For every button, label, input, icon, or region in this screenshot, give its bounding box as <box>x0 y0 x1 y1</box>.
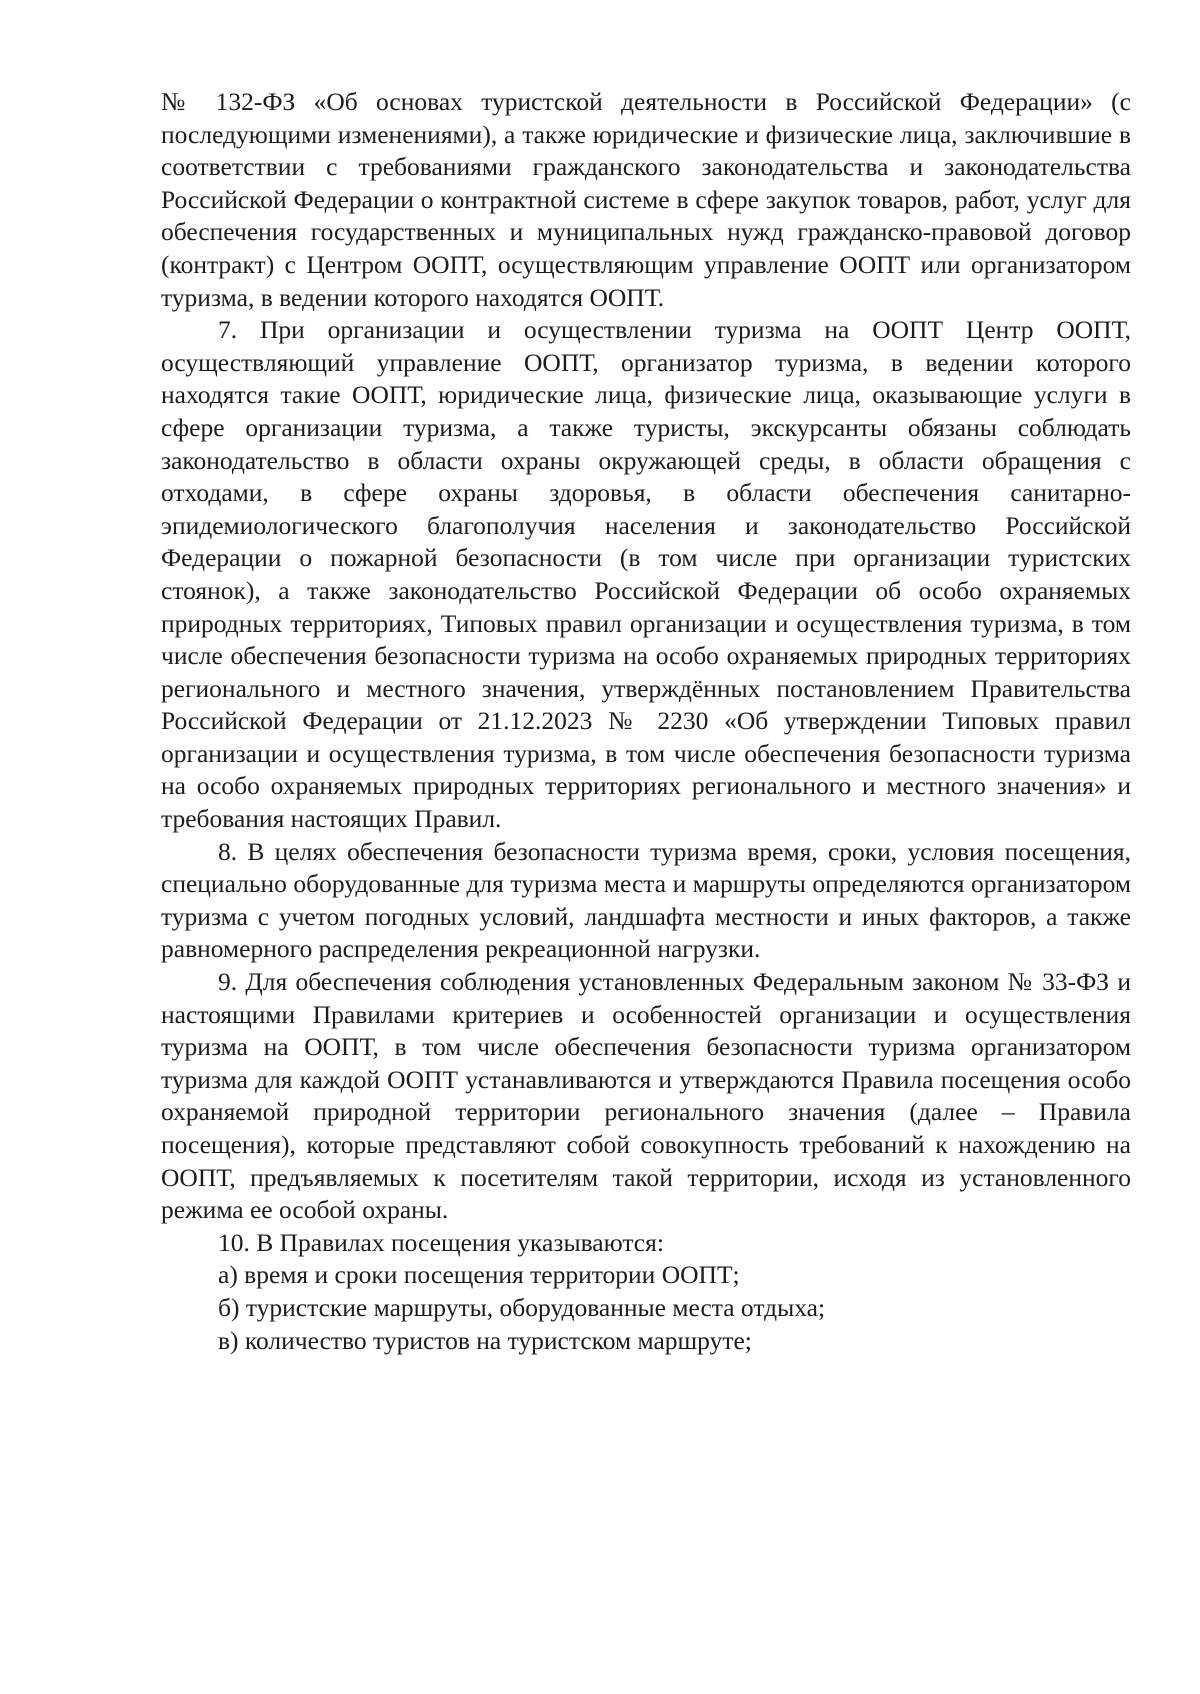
paragraph-continuation: № 132-ФЗ «Об основах туристской деятельности в Российской Федерации» (с последующими изменениями), а также юридические и физические лица, заключившие в соответствии с требованиями гражданского законодательства и законодательства Российской Федерации о контрактной системе в сфере закупок товаров, работ, услуг для обеспечения государственных и муниципальных нужд гражданско-правовой договор (контракт) с Центром ООПТ, осуществляющим управление ООПТ или организатором туризма, в ведении которого находятся ООПТ. <box>161 87 1131 312</box>
list-item-v: в) количество туристов на туристском маршруте; <box>218 1325 752 1355</box>
paragraph-10: 10. В Правилах посещения указываются: <box>218 1227 664 1257</box>
document-body <box>161 86 1131 1357</box>
list-item-b: б) туристские маршруты, оборудованные места отдыха; <box>218 1292 826 1322</box>
paragraph-7: 7. При организации и осуществлении туризма на ООПТ Центр ООПТ, осуществляющий управление ООПТ, организатор туризма, в ведении которого находятся такие ООПТ, юридические лица, физические лица, оказывающие услуги в сфере организации туризма, а также туристы, экскурсанты обязаны соблюдать законодательство в области охраны окружающей среды, в области обращения с отходами, в сфере охраны здоровья, в области обеспечения санитарно-эпидемиологического благополучия населения и законодательство Российской Федерации о пожарной безопасности (в том числе при организации туристских стоянок), а также законодательство Российской Федерации об особо охраняемых природных территориях, Типовых правил организации и осуществления туризма, в том числе обеспечения безопасности туризма на особо охраняемых природных территориях регионального и местного значения, утверждённых постановлением Правительства Российской Федерации от 21.12.2023 № 2230 «Об утверждении Типовых правил организации и осуществления туризма, в том числе обеспечения безопасности туризма на особо охраняемых природных территориях регионального и местного значения» и требования настоящих Правил. <box>161 315 1131 834</box>
paragraph-9: 9. Для обеспечения соблюдения установленных Федеральным законом № 33-ФЗ и настоящими Правилами критериев и особенностей организации и осуществления туризма на ООПТ, в том числе обеспечения безопасности туризма организатором туризма для каждой ООПТ устанавливаются и утверждаются Правила посещения особо охраняемой природной территории регионального значения (далее – Правила посещения), которые представляют собой совокупность требований к нахождению на ООПТ, предъявляемых к посетителям такой территории, исходя из установленного режима ее особой охраны. <box>161 967 1131 1225</box>
list-item-a: а) время и сроки посещения территории ООПТ; <box>218 1260 740 1290</box>
paragraph-8: 8. В целях обеспечения безопасности туризма время, сроки, условия посещения, специально оборудованные для туризма места и маршруты определяются организатором туризма с учетом погодных условий, ландшафта местности и иных факторов, а также равномерного распределения рекреационной нагрузки. <box>161 836 1131 964</box>
